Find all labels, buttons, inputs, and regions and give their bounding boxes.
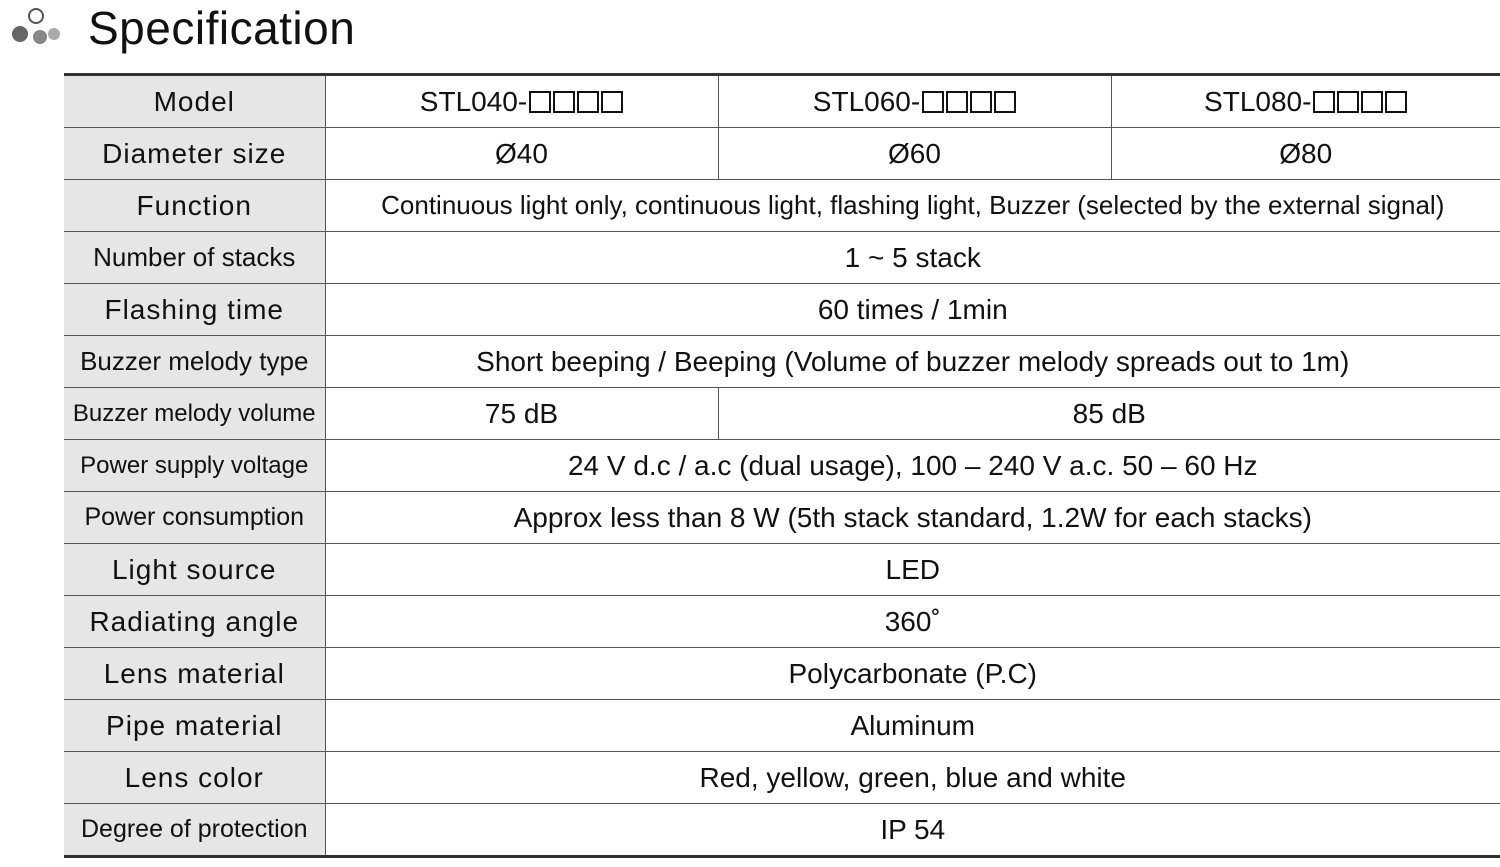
model-name: STL060- xyxy=(812,85,921,117)
table-row xyxy=(64,596,1500,648)
table-row xyxy=(64,700,1500,752)
placeholder-box-icon xyxy=(1361,91,1383,113)
specification-table xyxy=(64,73,1500,858)
table-row xyxy=(64,284,1500,336)
model-name: STL040- xyxy=(419,85,528,117)
page-title: Specification xyxy=(88,2,356,54)
row-value: Aluminum xyxy=(325,700,1500,752)
three-circles-icon xyxy=(10,6,60,46)
row-value: 360˚ xyxy=(325,596,1500,648)
table-row xyxy=(64,804,1500,857)
row-label: Function xyxy=(64,180,325,232)
row-value: 60 times / 1min xyxy=(325,284,1500,336)
row-label: Lens color xyxy=(64,752,325,804)
row-label: Model xyxy=(64,75,325,128)
row-label: Number of stacks xyxy=(64,232,325,284)
row-value: Short beeping / Beeping (Volume of buzzer melody spreads out to 1m) xyxy=(325,336,1500,388)
placeholder-box-icon xyxy=(529,91,551,113)
volume-value: 75 dB xyxy=(325,388,718,440)
row-label: Radiating angle xyxy=(64,596,325,648)
diameter-value: Ø40 xyxy=(325,128,718,180)
row-label: Power supply voltage xyxy=(64,440,325,492)
row-label: Diameter size xyxy=(64,128,325,180)
table-row xyxy=(64,752,1500,804)
row-label: Pipe material xyxy=(64,700,325,752)
row-value: 1 ~ 5 stack xyxy=(325,232,1500,284)
table-row xyxy=(64,440,1500,492)
placeholder-box-icon xyxy=(1337,91,1359,113)
table-row xyxy=(64,648,1500,700)
model-name: STL080- xyxy=(1204,85,1312,117)
table-row-model xyxy=(64,75,1500,128)
placeholder-box-icon xyxy=(994,91,1016,113)
row-value: Red, yellow, green, blue and white xyxy=(325,752,1500,804)
row-label: Flashing time xyxy=(64,284,325,336)
diameter-value: Ø60 xyxy=(718,128,1111,180)
table-row xyxy=(64,180,1500,232)
model-cell xyxy=(325,75,718,128)
table-row xyxy=(64,492,1500,544)
row-value: Approx less than 8 W (5th stack standard, 1.2W for each stacks) xyxy=(325,492,1500,544)
table-row xyxy=(64,336,1500,388)
row-label: Lens material xyxy=(64,648,325,700)
row-label: Degree of protection xyxy=(64,804,325,857)
table-row xyxy=(64,544,1500,596)
placeholder-box-icon xyxy=(577,91,599,113)
placeholder-box-icon xyxy=(922,91,944,113)
table-row-diameter xyxy=(64,128,1500,180)
row-label: Buzzer melody type xyxy=(64,336,325,388)
row-value: Polycarbonate (P.C) xyxy=(325,648,1500,700)
row-value: Continuous light only, continuous light, flashing light, Buzzer (selected by the external signal) xyxy=(325,180,1500,232)
model-cell xyxy=(718,75,1111,128)
page-header xyxy=(0,0,1500,60)
placeholder-box-icon xyxy=(1385,91,1407,113)
placeholder-box-icon xyxy=(970,91,992,113)
table-row xyxy=(64,232,1500,284)
row-label: Power consumption xyxy=(64,492,325,544)
placeholder-box-icon xyxy=(553,91,575,113)
row-label: Buzzer melody volume xyxy=(64,388,325,440)
row-label: Light source xyxy=(64,544,325,596)
volume-value: 85 dB xyxy=(718,388,1500,440)
placeholder-box-icon xyxy=(601,91,623,113)
row-value: IP 54 xyxy=(325,804,1500,857)
diameter-value: Ø80 xyxy=(1111,128,1500,180)
placeholder-box-icon xyxy=(1313,91,1335,113)
table-row-volume xyxy=(64,388,1500,440)
row-value: 24 V d.c / a.c (dual usage), 100 – 240 V a.c. 50 – 60 Hz xyxy=(325,440,1500,492)
row-value: LED xyxy=(325,544,1500,596)
placeholder-box-icon xyxy=(946,91,968,113)
model-cell xyxy=(1111,75,1500,128)
